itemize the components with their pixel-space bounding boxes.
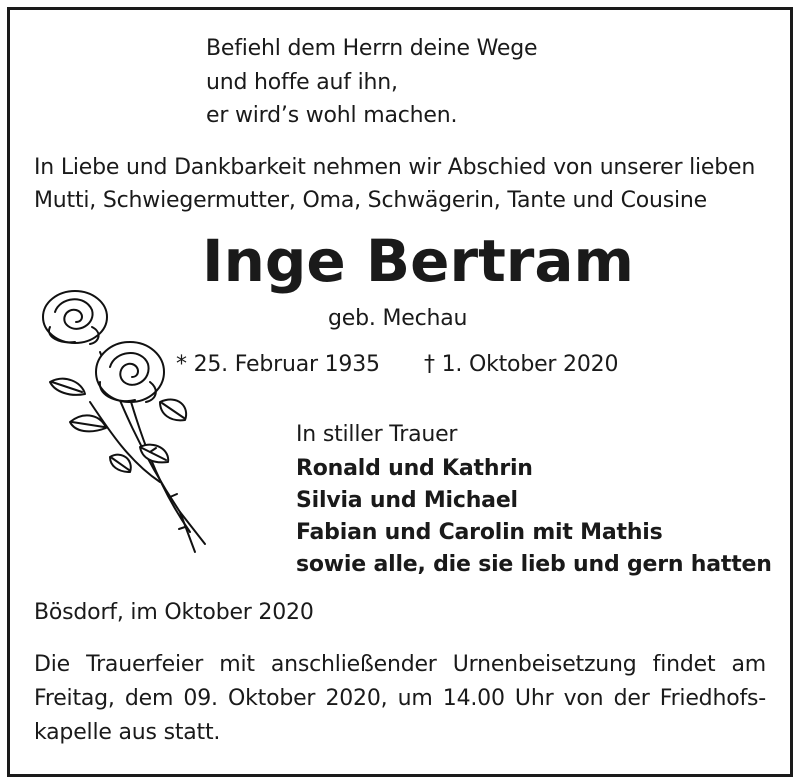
mourning-heading: In stiller Trauer — [296, 422, 458, 447]
mourner-line: Fabian und Carolin mit Mathis — [296, 520, 663, 545]
mourner-line: sowie alle, die sie lieb und gern hatten — [296, 552, 772, 577]
birth-date: * 25. Februar 1935 — [176, 352, 380, 377]
death-date: † 1. Oktober 2020 — [424, 352, 619, 377]
mourner-line: Ronald und Kathrin — [296, 456, 533, 481]
intro-line-2: Mutti, Schwiegermutter, Oma, Schwägerin, Tante und Cousine — [34, 188, 707, 213]
place-date: Bösdorf, im Oktober 2020 — [34, 600, 314, 625]
roses-icon — [30, 282, 220, 562]
maiden-name: geb. Mechau — [328, 306, 468, 331]
deceased-name: Inge Bertram — [202, 227, 634, 295]
verse-line-2: und hoffe auf ihn, — [206, 70, 398, 95]
intro-line-1: In Liebe und Dankbarkeit nehmen wir Abschied von unserer lieben — [34, 155, 756, 180]
funeral-notice: Die Trauerfeier mit anschließender Urnenbeisetzung findet am Freitag, dem 09. Oktober 2020, um 14.00 Uhr von der Friedhofs-kapelle aus statt. — [34, 652, 766, 745]
verse-line-3: er wird’s wohl machen. — [206, 103, 458, 128]
verse-line-1: Befiehl dem Herrn deine Wege — [206, 36, 538, 61]
mourner-line: Silvia und Michael — [296, 488, 518, 513]
